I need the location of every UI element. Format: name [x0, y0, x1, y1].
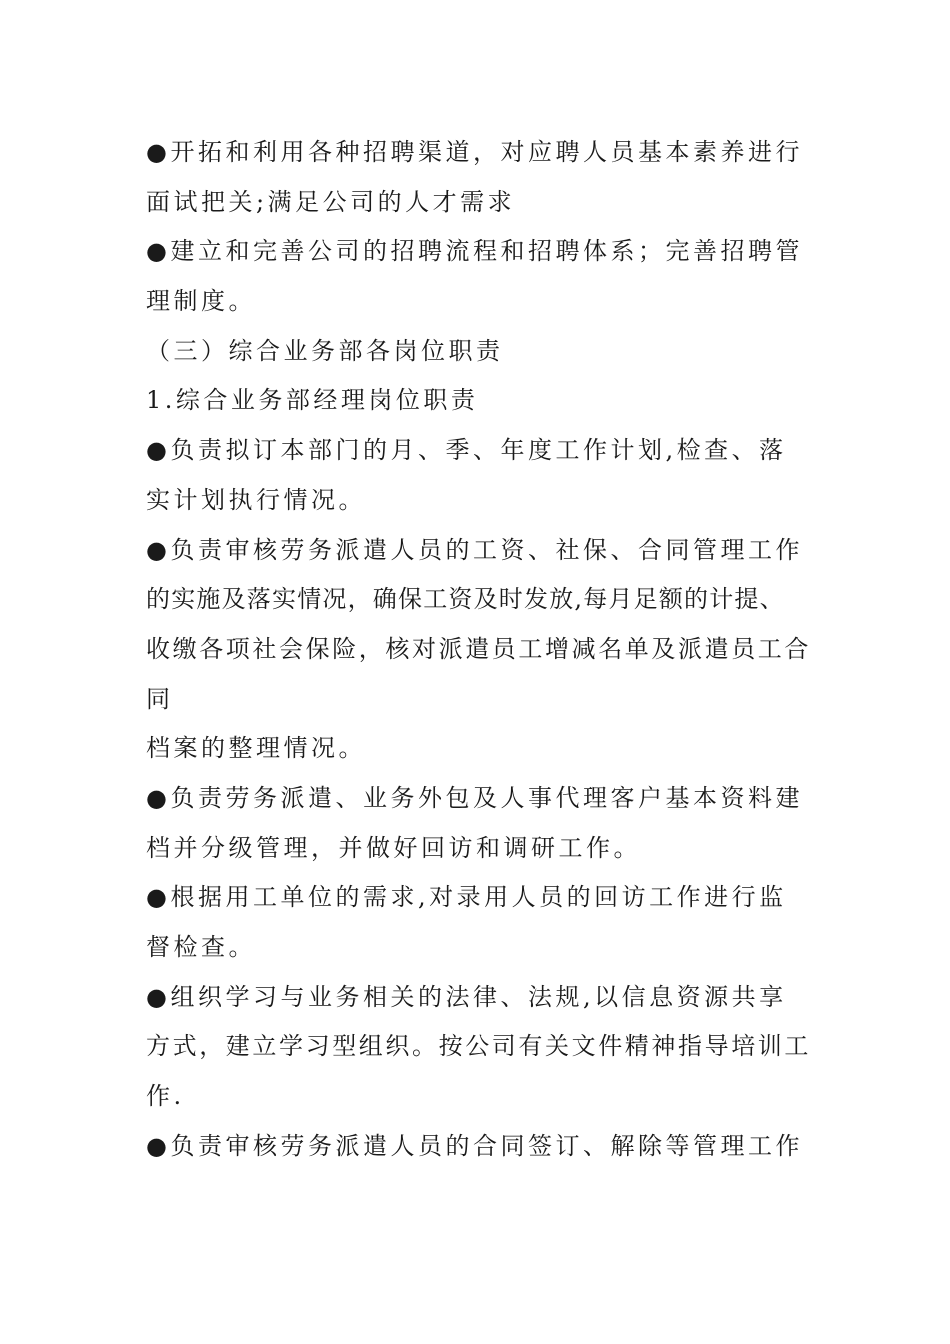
text-line: 实计划执行情况。: [146, 485, 366, 514]
text-line: ●负责审核劳务派遣人员的合同签订、解除等管理工作: [146, 1131, 803, 1160]
text-line: ●负责审核劳务派遣人员的工资、社保、合同管理工作: [146, 535, 803, 564]
text-line: 面试把关;满足公司的人才需求: [146, 187, 516, 216]
text-line: ●建立和完善公司的招聘流程和招聘体系；完善招聘管: [146, 237, 803, 266]
text-line: ●负责劳务派遣、业务外包及人事代理客户基本资料建: [146, 783, 803, 812]
section-heading: （三）综合业务部各岗位职责: [146, 336, 504, 365]
subsection-heading: 1.综合业务部经理岗位职责: [146, 386, 479, 415]
text-line: 同: [146, 684, 174, 713]
text-line: ●开拓和利用各种招聘渠道，对应聘人员基本素养进行: [146, 138, 803, 166]
text-line: 档并分级管理，并做好回访和调研工作。: [146, 833, 641, 862]
text-line: ●组织学习与业务相关的法律、法规,以信息资源共享: [146, 982, 787, 1011]
text-line: 档案的整理情况。: [146, 734, 366, 763]
text-line: 作.: [146, 1082, 185, 1111]
text-line: 理制度。: [146, 287, 256, 316]
text-line: ●负责拟订本部门的月、季、年度工作计划,检查、落: [146, 436, 787, 465]
text-line: ●根据用工单位的需求,对录用人员的回访工作进行监: [146, 883, 787, 912]
text-line: 的实施及落实情况，确保工资及时发放,每月足额的计提、: [146, 585, 785, 614]
document-body: [146, 128, 811, 1171]
text-line: 督检查。: [146, 933, 256, 961]
text-line: 收缴各项社会保险，核对派遣员工增减名单及派遣员工合: [146, 634, 811, 663]
text-line: 方式，建立学习型组织。按公司有关文件精神指导培训工: [146, 1032, 811, 1061]
